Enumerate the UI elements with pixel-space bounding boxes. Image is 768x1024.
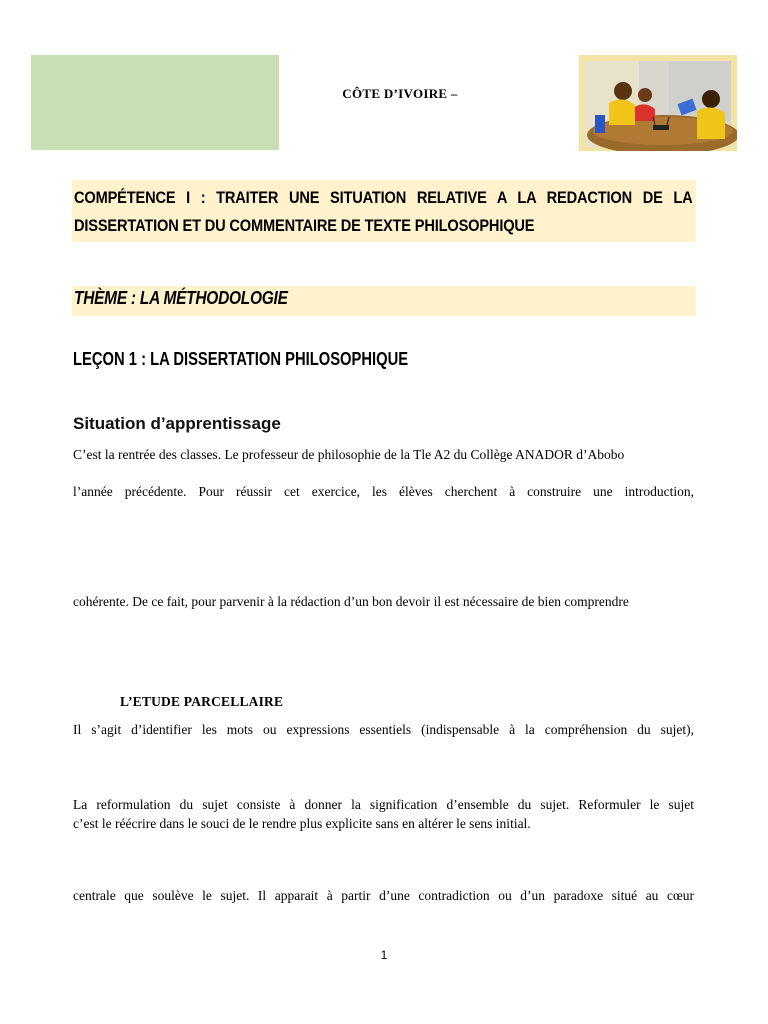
paragraph-line: Il s’agit d’identifier les mots ou expressions essentiels (indispensable à la compréhension du sujet), [73,722,694,737]
section-title: Situation d’apprentissage [73,414,281,433]
country-heading: CÔTE D’IVOIRE – [342,86,458,101]
paragraph-line: c’est le réécrire dans le souci de le rendre plus explicite sans en altérer le sens initial. [73,816,531,831]
competence-banner [72,180,696,242]
competence-line-2: DISSERTATION ET DU COMMENTAIRE DE TEXTE PHILOSOPHIQUE [74,216,535,235]
subsection-title: L’ETUDE PARCELLAIRE [120,694,284,709]
lesson-title: LEÇON 1 : LA DISSERTATION PHILOSOPHIQUE [73,349,409,369]
theme-banner [72,286,696,316]
paragraph-line: La reformulation du sujet consiste à donner la signification d’ensemble du sujet. Reformuler le sujet [73,797,694,812]
competence-line-1: COMPÉTENCE I : TRAITER UNE SITUATION RELATIVE A LA REDACTION DE LA [74,188,693,207]
paragraph-line: cohérente. De ce fait, pour parvenir à la rédaction d’un bon devoir il est nécessaire de bien comprendre [73,594,629,609]
header-green-box [31,55,279,150]
paragraph-line: centrale que soulève le sujet. Il apparait à partir d’une contradiction ou d’un paradoxe situé au cœur [73,888,694,903]
classroom-illustration [579,55,737,151]
theme-label: THÈME : LA MÉTHODOLOGIE [74,288,288,308]
paragraph-line: l’année précédente. Pour réussir cet exercice, les élèves cherchent à construire une introduction, [73,484,694,499]
page-number: 1 [380,948,388,962]
paragraph-line: C’est la rentrée des classes. Le professeur de philosophie de la Tle A2 du Collège ANADOR d’Abobo [73,447,625,462]
